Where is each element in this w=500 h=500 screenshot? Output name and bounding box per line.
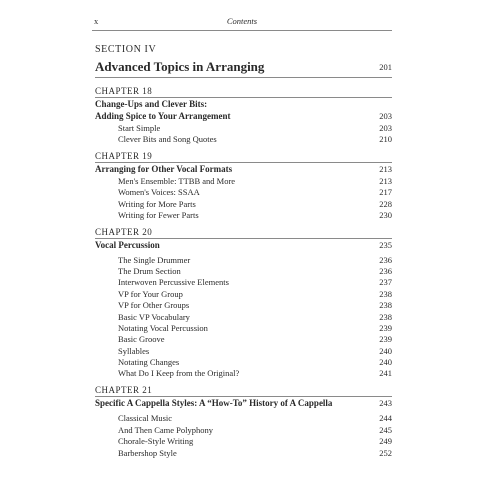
entry-page: 240: [379, 346, 392, 356]
section-rule: [95, 77, 392, 78]
entry-title: Interwoven Percussive Elements: [118, 277, 229, 287]
entry-title: Clever Bits and Song Quotes: [118, 134, 217, 144]
entry-title: Chorale-Style Writing: [118, 436, 194, 446]
entry-title: And Then Came Polyphony: [118, 425, 213, 435]
entry-page: 241: [379, 368, 392, 378]
entry-page: 213: [379, 176, 392, 186]
chapter-page: 213: [379, 164, 392, 174]
entry-title: Writing for Fewer Parts: [118, 210, 199, 220]
entry-page: 238: [379, 300, 392, 310]
entry-page: 249: [379, 436, 392, 446]
entry-page: 203: [379, 123, 392, 133]
chapter-label: CHAPTER 18: [95, 86, 153, 96]
chapter-title: Change-Ups and Clever Bits:: [95, 99, 208, 109]
chapter-rule: [95, 396, 392, 397]
header-page-number: x: [94, 16, 99, 26]
entry-title: Writing for More Parts: [118, 199, 196, 209]
entry-title: Women's Voices: SSAA: [118, 187, 200, 197]
chapter-title: Adding Spice to Your Arrangement: [95, 111, 231, 121]
entry-title: Basic VP Vocabulary: [118, 312, 190, 322]
entry-title: The Single Drummer: [118, 255, 191, 265]
entry-page: 217: [379, 187, 392, 197]
chapter-rule: [95, 238, 392, 239]
chapter-label: CHAPTER 19: [95, 151, 153, 161]
entry-title: Barbershop Style: [118, 448, 177, 458]
entry-page: 239: [379, 334, 392, 344]
chapter-title: Vocal Percussion: [95, 240, 160, 250]
chapter-label: CHAPTER 21: [95, 385, 153, 395]
entry-page: 252: [379, 448, 392, 458]
section-label: SECTION IV: [95, 44, 157, 55]
entry-page: 237: [379, 277, 392, 287]
entry-title: The Drum Section: [118, 266, 181, 276]
chapter-page: 235: [379, 240, 392, 250]
entry-title: Men's Ensemble: TTBB and More: [118, 176, 236, 186]
chapter-rule: [95, 162, 392, 163]
entry-page: 238: [379, 312, 392, 322]
entry-page: 236: [379, 255, 392, 265]
entry-page: 236: [379, 266, 392, 276]
entry-title: What Do I Keep from the Original?: [118, 368, 240, 378]
entry-title: VP for Other Groups: [118, 300, 190, 310]
entry-title: VP for Your Group: [118, 289, 183, 299]
entry-page: 240: [379, 357, 392, 367]
chapter-title: Specific A Cappella Styles: A “How-To” History of A Cappella: [95, 398, 333, 408]
chapter-rule: [95, 97, 392, 98]
running-header: [92, 16, 392, 31]
entry-page: 244: [379, 413, 392, 423]
entry-page: 238: [379, 289, 392, 299]
entry-page: 228: [379, 199, 392, 209]
entry-title: Notating Changes: [118, 357, 180, 367]
entry-title: Syllables: [118, 346, 150, 356]
entry-title: Basic Groove: [118, 334, 165, 344]
chapter-page: 243: [379, 398, 392, 408]
chapter-page: 203: [379, 111, 392, 121]
chapter-title: Arranging for Other Vocal Formats: [95, 164, 233, 174]
entry-title: Start Simple: [118, 123, 161, 133]
entry-page: 210: [379, 134, 392, 144]
section-page: 201: [379, 62, 392, 72]
entry-page: 230: [379, 210, 392, 220]
entry-title: Notating Vocal Percussion: [118, 323, 208, 333]
chapter-label: CHAPTER 20: [95, 227, 153, 237]
entry-page: 239: [379, 323, 392, 333]
header-title: Contents: [226, 16, 258, 26]
entry-title: Classical Music: [118, 413, 173, 423]
section-title: Advanced Topics in Arranging: [95, 59, 265, 74]
entry-page: 245: [379, 425, 392, 435]
